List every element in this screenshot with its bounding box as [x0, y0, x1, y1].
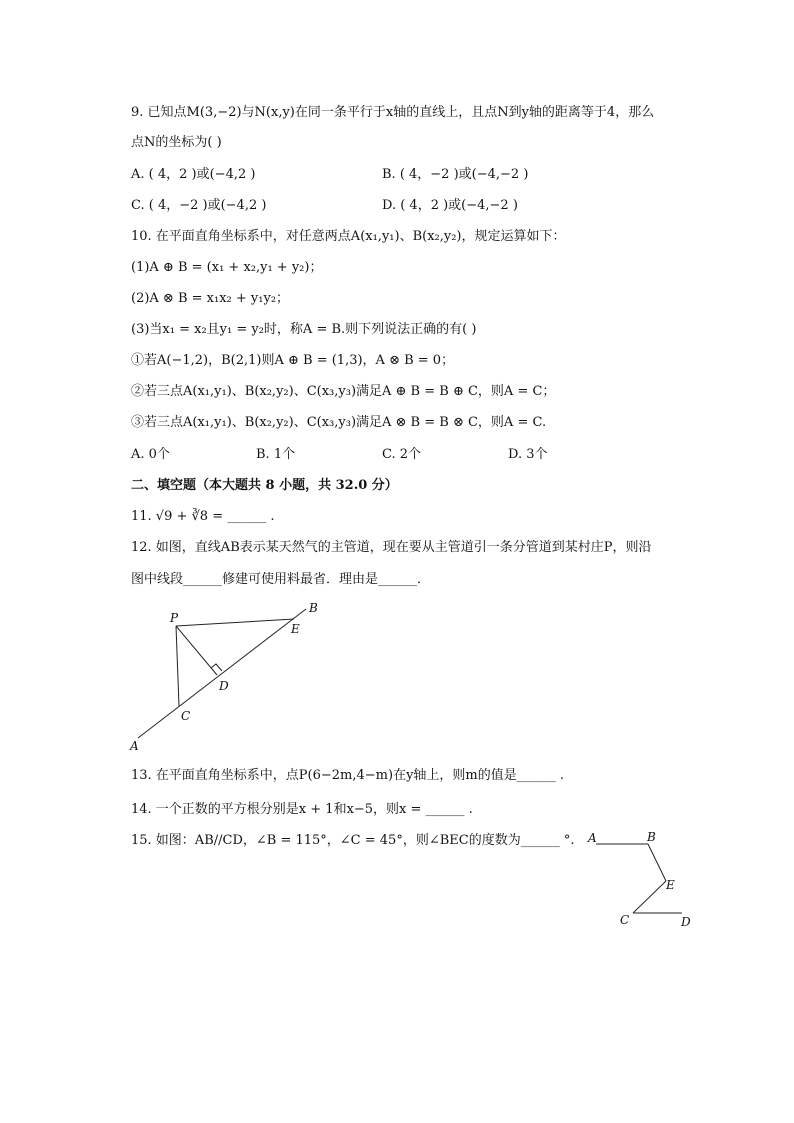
q9-option-c: C. ( 4，−2 )或(−4,2 ) — [131, 198, 267, 213]
label-b: B — [309, 601, 318, 615]
q11-text: 11. √9 + ∛8 = ______ . — [131, 509, 275, 524]
q10-option-d: D. 3个 — [508, 447, 548, 462]
q14-text: 14. 一个正数的平方根分别是x + 1和x−5，则x = ______ . — [131, 802, 473, 817]
label-p: P — [170, 611, 179, 625]
q10-item1: ①若A(−1,2)，B(2,1)则A ⊕ B = (1,3)，A ⊗ B = 0； — [131, 353, 455, 368]
label-c: C — [620, 913, 630, 927]
q10-item3: ③若三点A(x₁,y₁)、B(x₂,y₂)、C(x₃,y₃)满足A ⊗ B = B ⊗ C，则A = C. — [131, 415, 547, 430]
q10-stem: 10. 在平面直角坐标系中，对任意两点A(x₁,y₁)、B(x₂,y₂)，规定运算如下： — [131, 229, 566, 244]
q9-stem-line2: 点N的坐标为( ) — [131, 135, 222, 150]
label-d: D — [681, 915, 691, 929]
q12-line2: 图中线段______修建可使用料最省．理由是______． — [131, 572, 431, 587]
label-a: A — [588, 831, 597, 845]
q9-option-a: A. ( 4，2 )或(−4,2 ) — [131, 167, 256, 182]
q10-item2: ②若三点A(x₁,y₁)、B(x₂,y₂)、C(x₃,y₃)满足A ⊕ B = B ⊕ C，则A = C； — [131, 384, 556, 399]
q10-rule1: (1)A ⊕ B = (x₁ + x₂,y₁ + y₂)； — [131, 260, 323, 275]
label-e: E — [291, 622, 300, 636]
label-e: E — [666, 878, 675, 892]
q10-option-b: B. 1个 — [256, 447, 296, 462]
q15-text: 15. 如图：AB//CD，∠B = 115°，∠C = 45°，则∠BEC的度数为______ °. — [131, 833, 575, 848]
label-a: A — [130, 739, 139, 753]
q12-figure — [128, 598, 328, 754]
segment-pc — [176, 626, 179, 706]
q9-option-b: B. ( 4，−2 )或(−4,−2 ) — [382, 167, 529, 182]
q9-stem-line1: 9. 已知点M(3,−2)与N(x,y)在同一条平行于x轴的直线上，且点N到y轴的距离等于4，那么 — [131, 105, 655, 120]
segment-ec — [633, 881, 666, 913]
q9-option-d: D. ( 4，2 )或(−4,−2 ) — [382, 198, 518, 213]
label-d: D — [219, 679, 229, 693]
q13-text: 13. 在平面直角坐标系中，点P(6−2m,4−m)在y轴上，则m的值是______ . — [131, 768, 565, 783]
q10-option-a: A. 0个 — [131, 447, 170, 462]
label-b: B — [647, 830, 656, 844]
q10-option-c: C. 2个 — [382, 447, 422, 462]
segment-be — [648, 844, 666, 881]
q15-figure — [586, 826, 696, 932]
q12-line1: 12. 如图，直线AB表示某天然气的主管道，现在要从主管道引一条分管道到某村庄P，则沿 — [131, 540, 652, 555]
label-c: C — [181, 709, 191, 723]
line-ab — [138, 609, 306, 738]
section-heading-fill-blank: 二、填空题（本大题共 8 小题，共 32.0 分） — [131, 478, 398, 493]
segment-pe — [176, 619, 294, 626]
q10-rule3: (3)当x₁ = x₂且y₁ = y₂时，称A = B.则下列说法正确的有( ) — [131, 322, 477, 337]
q10-rule2: (2)A ⊗ B = x₁x₂ + y₁y₂； — [131, 291, 290, 306]
